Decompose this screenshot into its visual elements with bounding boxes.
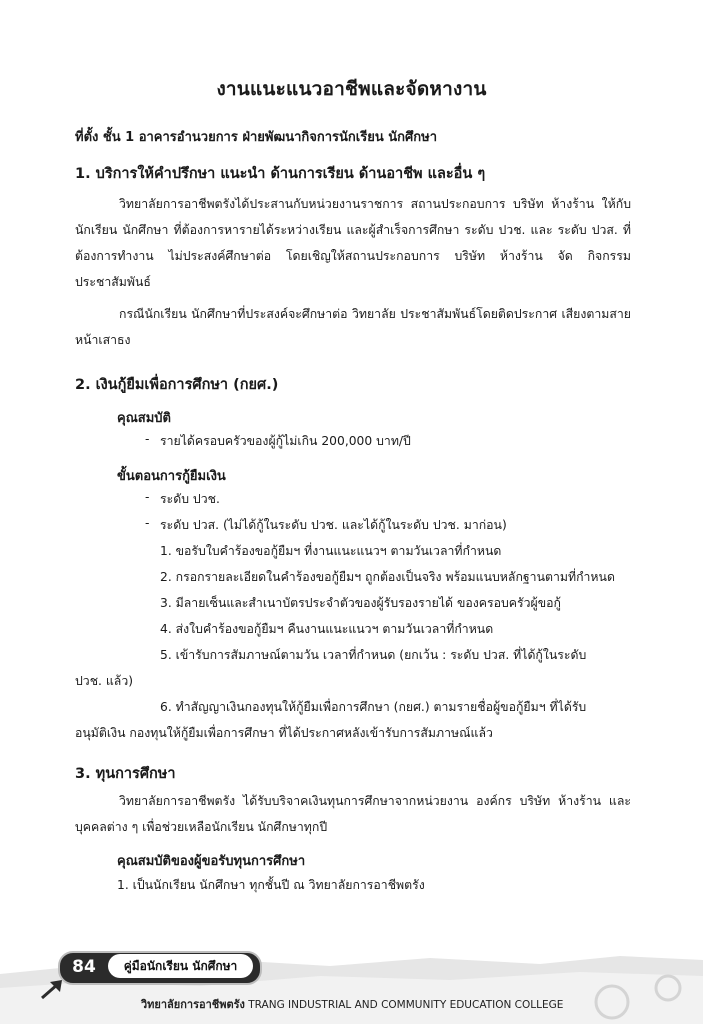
qualification-heading: คุณสมบัติ [117, 411, 171, 426]
loan-step: 4. ส่งใบคำร้องขอกู้ยืมฯ คืนงานแนะแนวฯ ตามวันเวลาที่กำหนด [160, 622, 494, 636]
loan-step: 1. ขอรับใบคำร้องขอกู้ยืมฯ ที่งานแนะแนวฯ ตามวันเวลาที่กำหนด [160, 544, 502, 558]
loan-step-6-line-1: 6. ทำสัญญาเงินกองทุนให้กู้ยืมเพื่อการศึกษา (กยศ.) ตามรายชื่อผู้ขอกู้ยืมฯ ที่ได้รับ [160, 700, 587, 714]
loan-step: 3. มีลายเซ็นและสำเนาบัตรประจำตัวของผู้รับรองรายได้ ของครอบครัวผู้ขอกู้ [160, 596, 561, 610]
loan-step: 2. กรอกรายละเอียดในคำร้องขอกู้ยืมฯ ถูกต้องเป็นจริง พร้อมแนบหลักฐานตามที่กำหนด [160, 570, 615, 584]
bullet-dash: - [145, 432, 150, 446]
bullet-dash: - [145, 490, 150, 504]
arrow-icon [40, 978, 66, 1000]
steps-heading: ขั้นตอนการกู้ยืมเงิน [117, 469, 226, 484]
loan-step-5-line-2: ปวช. แล้ว) [75, 674, 134, 688]
college-name-english: TRANG INDUSTRIAL AND COMMUNITY EDUCATION COLLEGE [248, 999, 564, 1011]
loan-step-6-line-2: อนุมัติเงิน กองทุนให้กู้ยืมเพื่อการศึกษา ที่ได้ประกาศหลังเข้ารับการสัมภาษณ์แล้ว [75, 726, 493, 740]
scholarship-qualification-heading: คุณสมบัติของผู้ขอรับทุนการศึกษา [117, 854, 306, 869]
level-vocational-certificate: ระดับ ปวช. [160, 492, 220, 506]
section3-heading: 3. ทุนการศึกษา [75, 766, 176, 782]
section1-heading: 1. บริการให้คำปรึกษา แนะนำ ด้านการเรียน ด้านอาชีพ และอื่น ๆ [75, 166, 486, 182]
level-high-vocational-certificate: ระดับ ปวส. (ไม่ได้กู้ในระดับ ปวช. และได้กู้ในระดับ ปวช. มาก่อน) [160, 518, 507, 532]
qualification-item: รายได้ครอบครัวของผู้กู้ไม่เกิน 200,000 บาท/ปี [160, 434, 411, 448]
loan-step-5-line-1: 5. เข้ารับการสัมภาษณ์ตามวัน เวลาที่กำหนด (ยกเว้น : ระดับ ปวส. ที่ได้กู้ในระดับ [160, 648, 587, 662]
book-title: คู่มือนักเรียน นักศึกษา [108, 954, 253, 978]
section1-paragraph-1: วิทยาลัยการอาชีพตรังได้ประสานกับหน่วยงานราชการ สถานประกอบการ บริษัท ห้างร้าน ให้กับนักเรียน นักศึกษา ที่ต้องการหารายได้ระหว่างเรียน และผู้สำเร็จการศึกษา ระดับ ปวช. และ ระดับ ปวส. ที่ต้องการทำงาน ไม่ประสงค์ศึกษาต่อ โดยเชิญให้สถานประกอบการ บริษัท ห้างร้าน จัด กิจกรรมประชาสัมพันธ์ [75, 197, 631, 289]
scholarship-qualification-item: 1. เป็นนักเรียน นักศึกษา ทุกชั้นปี ณ วิทยาลัยการอาชีพตรัง [117, 878, 425, 892]
page-number: 84 [72, 957, 96, 977]
section1-paragraph-2: กรณีนักเรียน นักศึกษาที่ประสงค์จะศึกษาต่อ วิทยาลัย ประชาสัมพันธ์โดยติดประกาศ เสียงตามสาย หน้าเสาธง [75, 307, 631, 347]
college-name-thai: วิทยาลัยการอาชีพตรัง [141, 998, 245, 1011]
bullet-dash: - [145, 516, 150, 530]
page-title: งานแนะแนวอาชีพและจัดหางาน [216, 78, 487, 100]
section2-heading: 2. เงินกู้ยืมเพื่อการศึกษา (กยศ.) [75, 377, 279, 393]
college-name [141, 995, 563, 1013]
section3-paragraph: วิทยาลัยการอาชีพตรัง ได้รับบริจาคเงินทุนการศึกษาจากหน่วยงาน องค์กร บริษัท ห้างร้าน และบุคคลต่าง ๆ เพื่อช่วยเหลือนักเรียน นักศึกษาทุกปี [75, 794, 631, 834]
location-line: ที่ตั้ง ชั้น 1 อาคารอำนวยการ ฝ่ายพัฒนากิจการนักเรียน นักศึกษา [75, 130, 438, 145]
